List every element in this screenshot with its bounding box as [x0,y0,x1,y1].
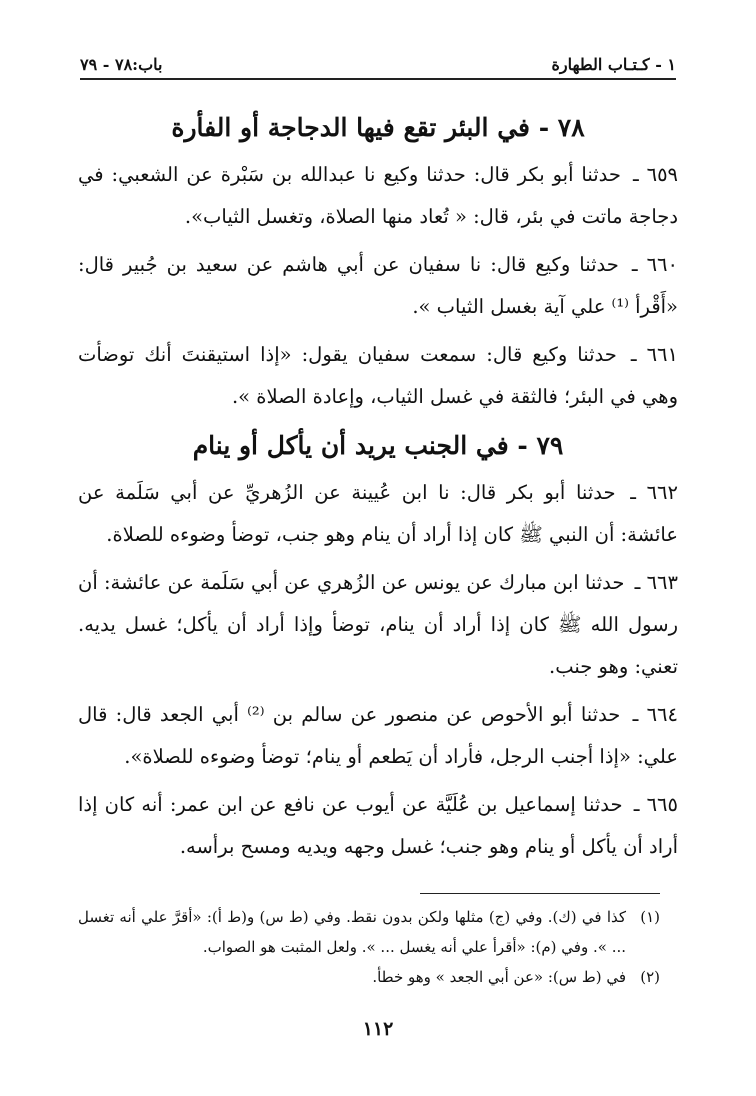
footnote-separator [420,893,660,894]
footnote-number: (٢) [640,968,660,986]
hadith-paragraph [78,244,678,328]
hadith-text: حدثنا إسماعيل بن عُلَيَّة عن أيوب عن نافع عن ابن عمر: أنه كان إذا أراد أن يأكل أو ينام وهو جنب؛ غسل وجهه ويديه ومسح برأسه. [78,793,678,858]
hadith-number: ٦٦١ ـ [630,343,678,366]
hadith-number: ٦٦٢ ـ [630,481,678,504]
chapter-heading: ٧٩ - في الجنب يريد أن يأكل أو ينام [192,431,564,460]
book-title: ١ - كـتـاب الطهارة [551,54,676,74]
hadith-text: حدثنا أبو الأحوص عن منصور عن سالم بن ⁽²⁾ أبي الجعد قال: قال علي: «إذا أجنب الرجل، فأراد أن يَطعم أو ينام؛ توضأ وضوءه للصلاة». [78,703,678,768]
hadith-text: حدثنا ابن مبارك عن يونس عن الزُهري عن أبي سَلَمة عن عائشة: أن رسول الله ﷺ كان إذا أراد أن ينام، توضأ وإذا أراد أن يأكل؛ غسل يديه. تعني: وهو جنب. [78,571,678,678]
footnote-text: كذا في (ك). وفي (ج) مثلها ولكن بدون نقط. وفي (ط س) و(ط أ): «أقرَّ علي أنه تغسل ... ». وفي (م): «أقرأ علي أنه يغسل ... ». ولعل المثبت هو الصواب. [78,908,626,956]
footnote-number: (١) [640,908,660,926]
hadith-number: ٦٦٣ ـ [634,571,678,594]
hadith-number: ٦٥٩ ـ [632,163,679,186]
hadith-number: ٦٦٥ ـ [633,793,678,816]
main-text [78,100,678,874]
footnote-text: في (ط س): «عن أبي الجعد » وهو خطأ. [372,968,626,986]
hadith-number: ٦٦٠ ـ [631,253,678,276]
hadith-paragraph [78,562,678,688]
hadith-text: حدثنا أبو بكر قال: حدثنا وكيع نا عبدالله بن سَبْرة عن الشعبي: في دجاجة ماتت في بئر، قال: « تُعاد منها الصلاة، وتغسل الثياب». [78,163,678,228]
footnote [78,902,660,962]
footnotes [78,902,660,992]
hadith-text: حدثنا أبو بكر قال: نا ابن عُيينة عن الزُهريِّ عن أبي سَلَمة عن عائشة: أن النبي ﷺ كان إذا أراد أن ينام وهو جنب، توضأ وضوءه للصلاة. [78,481,678,546]
hadith-paragraph [78,784,678,868]
hadith-text: حدثنا وكيع قال: نا سفيان عن أبي هاشم عن سعيد بن جُبير قال: «أَقْرأ ⁽¹⁾ علي آية بغسل الثياب ». [78,253,678,318]
hadith-text: حدثنا وكيع قال: سمعت سفيان يقول: «إذا استيقنتَ أنك توضأت وهي في البئر؛ فالثقة في غسل الثياب، وإعادة الصلاة ». [78,343,678,408]
footnote [78,962,660,992]
running-head [80,50,676,80]
hadith-paragraph [78,694,678,778]
hadith-paragraph [78,334,678,418]
chapter-heading: ٧٨ - في البئر تقع فيها الدجاجة أو الفأرة [171,113,585,142]
hadith-paragraph [78,154,678,238]
hadith-paragraph [78,472,678,556]
page-number: ١١٢ [362,1018,394,1040]
chapter-range: باب:٧٨ - ٧٩ [80,54,163,74]
hadith-number: ٦٦٤ ـ [632,703,678,726]
